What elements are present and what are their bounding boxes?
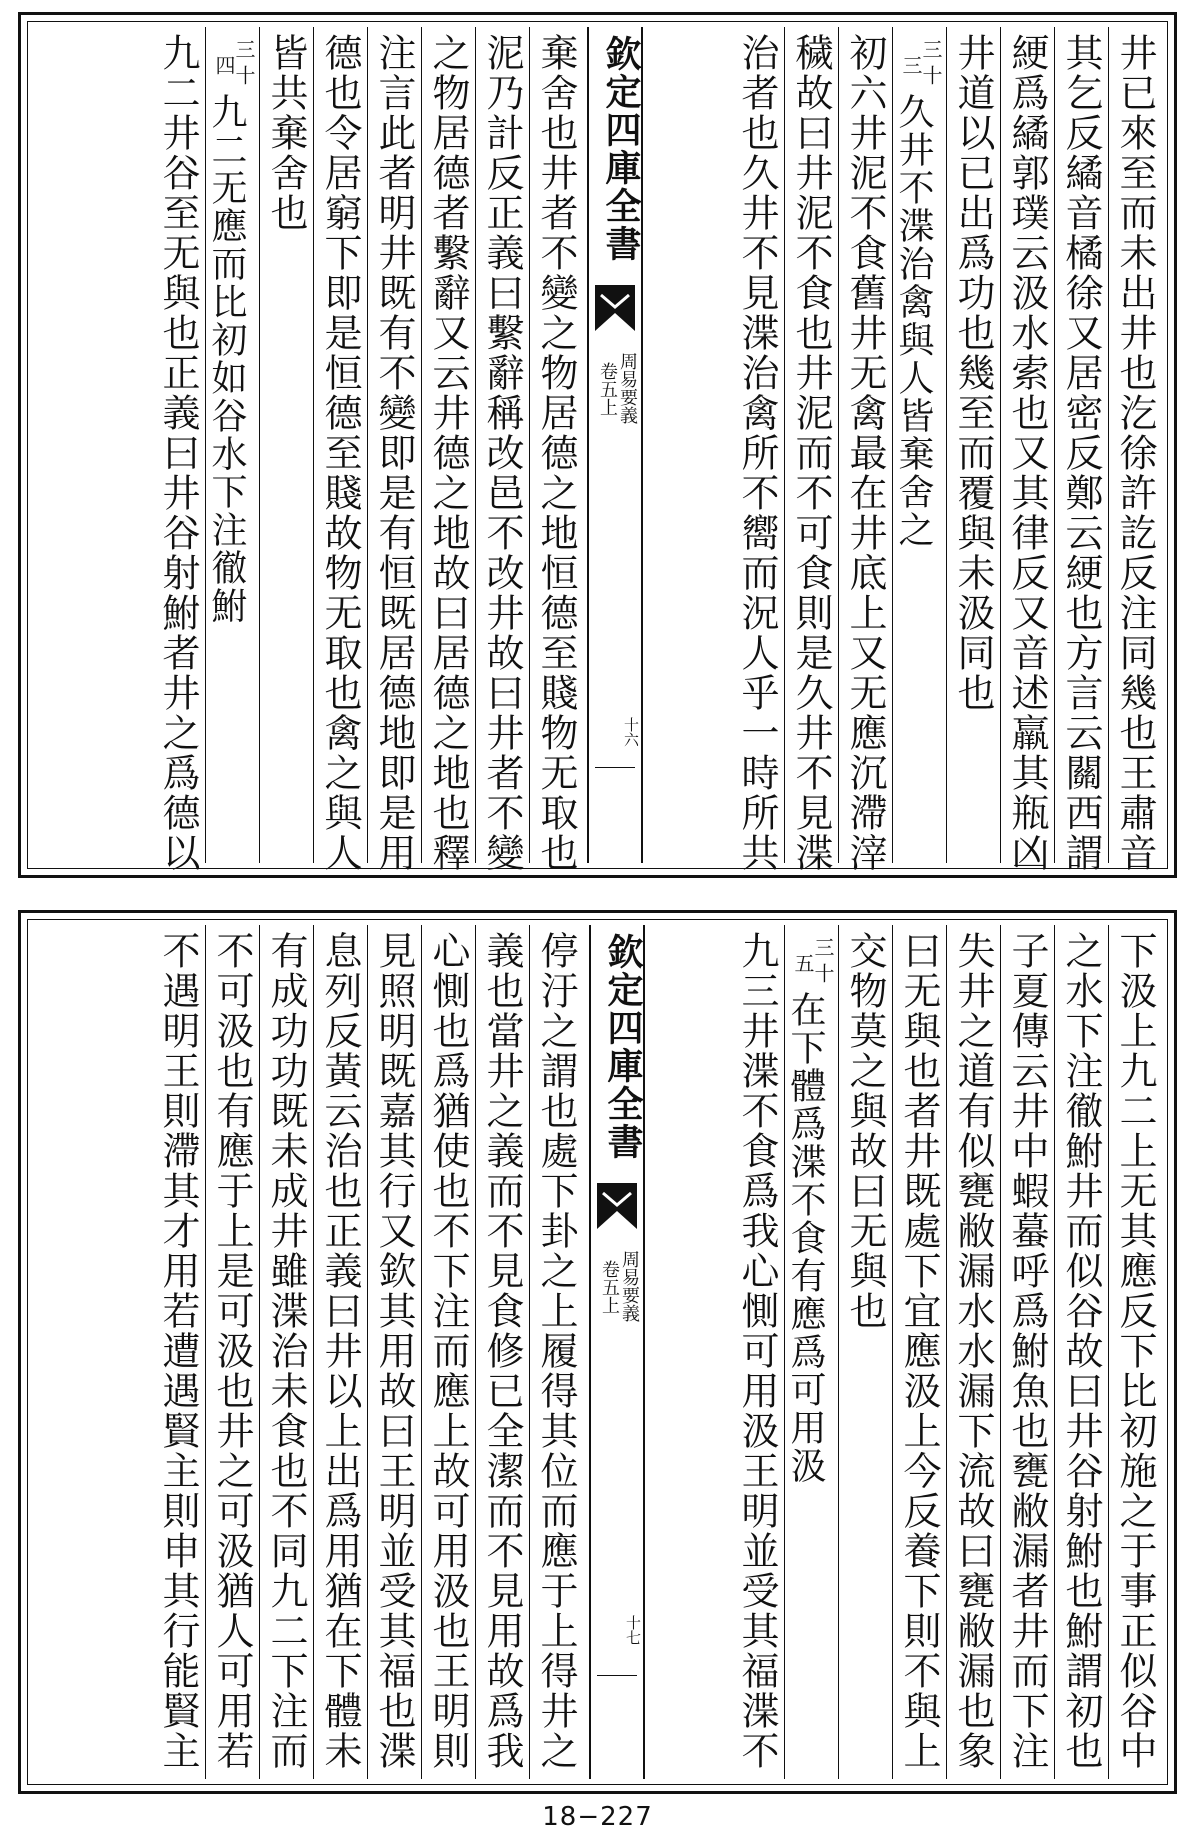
column-text: 其乞反繘音橘徐又居密反鄭云綆也方言云關西謂: [1059, 33, 1103, 873]
column-text: 之水下注徹鮒井而似谷故曰井谷射鮒也鮒謂初也: [1059, 931, 1103, 1771]
column-text: 義也當井之義而不見食修已全潔而不見用故爲我: [480, 931, 524, 1771]
text-column: [784, 925, 838, 1779]
spine-book-title: 周易要義: [619, 1250, 640, 1322]
spine-volume: 卷五上: [597, 362, 618, 416]
column-text: 初六井泥不食舊井无禽最在井底上又无應沉滯滓: [843, 33, 887, 873]
annotation-note: [785, 931, 838, 1785]
text-column: [475, 27, 529, 873]
fish-tail-ornament-icon: [597, 1183, 637, 1229]
column-text: 穢故曰井泥不食也井泥而不可食則是久井不見渫: [789, 33, 833, 873]
column-text: 下汲上九二上无其應反下比初施之于事正似谷中: [1113, 931, 1157, 1771]
column-text: 不可汲也有應于上是可汲也井之可汲猶人可用若: [210, 931, 254, 1771]
spine-title: 欽定四庫全書: [602, 933, 644, 1161]
text-column: [730, 925, 784, 1779]
note-index-sub: 四: [212, 55, 236, 81]
column-text: 井道以已出爲功也幾至而覆與未汲同也: [951, 33, 995, 713]
text-column: [892, 27, 946, 863]
spine-divider: [597, 1675, 637, 1676]
note-index-sub: 五: [791, 953, 815, 979]
column-text: 皆共棄舍也: [264, 33, 308, 233]
top-left-text-block: [33, 27, 583, 873]
spine-subtitle: [599, 1250, 639, 1370]
note-index: 三十: [232, 39, 256, 91]
column-text: 治者也久井不見渫治禽所不嚮而況人乎一時所共: [735, 33, 779, 873]
leaf-number: 十七: [624, 1615, 642, 1645]
spine-book-title: 周易要義: [617, 352, 638, 424]
column-text: 九二井谷至无與也正義曰井谷射鮒者井之爲德以: [156, 33, 200, 873]
text-column: [1108, 27, 1162, 873]
leaf-number: 十六: [622, 717, 640, 747]
bottom-right-text-block: [617, 925, 1162, 1779]
text-column: [946, 925, 1000, 1779]
top-spine: [587, 27, 643, 863]
column-text: 息列反黃云治也正義曰井以上出爲用猶在下體未: [318, 931, 362, 1771]
column-text: 棄舍也井者不變之物居德之地恒德至賤物无取也: [534, 33, 578, 873]
text-column: [529, 925, 583, 1779]
text-column: [784, 27, 838, 873]
annotation-note: [893, 33, 946, 869]
note-index: 三十: [919, 39, 943, 91]
note-text: 九二无應而比初如谷水下注徹鮒: [206, 93, 247, 625]
column-text: 九三井渫不食爲我心惻可用汲王明並受其福渫不: [735, 931, 779, 1771]
text-column: [313, 925, 367, 1779]
text-column: [475, 925, 529, 1779]
top-page: [18, 12, 1177, 878]
text-column: [205, 925, 259, 1779]
column-text: 有成功功既未成井雖渫治未食也不同九二下注而: [264, 931, 308, 1771]
column-text: 井已來至而未出井也汔徐許訖反注同幾也王肅音: [1113, 33, 1157, 873]
text-column: [892, 925, 946, 1779]
text-column: [838, 27, 892, 873]
note-index: 三十: [811, 937, 835, 989]
text-column: [151, 27, 205, 873]
bottom-left-text-block: [33, 925, 583, 1779]
column-text: 失井之道有似甕敝漏水水漏下流故曰甕敝漏也象: [951, 931, 995, 1771]
column-text: 泥乃計反正義曰繫辭稱改邑不改井故曰井者不變: [480, 33, 524, 873]
text-column: [838, 925, 892, 1779]
spine-divider: [595, 767, 635, 768]
annotation-note: [206, 33, 259, 869]
column-text: 停汙之謂也處下卦之上履得其位而應于上得井之: [534, 931, 578, 1771]
column-text: 注言此者明井既有不變即是有恒既居德地即是用: [372, 33, 416, 873]
column-text: 不遇明王則滯其才用若遭遇賢主則申其行能賢主: [156, 931, 200, 1771]
text-column: [1108, 925, 1162, 1779]
page-number: 18−227: [542, 1802, 653, 1832]
note-text: 久井不渫治禽與人皆棄舍之: [893, 93, 934, 549]
column-text: 之物居德者繫辭又云井德之地故曰居德之地也釋: [426, 33, 470, 873]
text-column: [946, 27, 1000, 863]
column-text: 曰无與也者井既處下宜應汲上今反養下則不與上: [897, 931, 941, 1771]
text-column: [205, 27, 259, 863]
column-text: 心惻也爲猶使也不下注而應上故可用汲也王明則: [426, 931, 470, 1771]
text-column: [1054, 27, 1108, 873]
fish-tail-ornament-icon: [595, 285, 635, 331]
column-text: 見照明既嘉其行又欽其用故曰王明並受其福也渫: [372, 931, 416, 1771]
text-column: [367, 925, 421, 1779]
column-text: 德也令居窮下即是恒德至賤故物无取也禽之與人: [318, 33, 362, 873]
text-column: [1000, 925, 1054, 1779]
spine-title: 欽定四庫全書: [600, 35, 642, 263]
spine-subtitle: [597, 352, 637, 472]
column-text: 綆爲繘郭璞云汲水索也又其律反又音述羸其瓶凶: [1005, 33, 1049, 873]
text-column: [421, 27, 475, 873]
text-column: [259, 27, 313, 863]
text-column: [1054, 925, 1108, 1779]
bottom-page: [18, 910, 1177, 1794]
note-text: 在下體爲渫不食有應爲可用汲: [785, 991, 826, 1485]
spine-volume: 卷五上: [599, 1260, 620, 1314]
text-column: [421, 925, 475, 1779]
text-column: [1000, 27, 1054, 873]
column-text: 交物莫之與故曰无與也: [843, 931, 887, 1331]
column-text: 子夏傳云井中蝦蟇呼爲鮒魚也甕敝漏者井而下注: [1005, 931, 1049, 1771]
text-column: [529, 27, 583, 873]
text-column: [367, 27, 421, 873]
note-index-sub: 三: [899, 55, 923, 81]
text-column: [259, 925, 313, 1779]
text-column: [151, 925, 205, 1779]
text-column: [313, 27, 367, 873]
text-column: [730, 27, 784, 873]
top-right-text-block: [617, 27, 1162, 873]
bottom-spine: [589, 925, 645, 1779]
